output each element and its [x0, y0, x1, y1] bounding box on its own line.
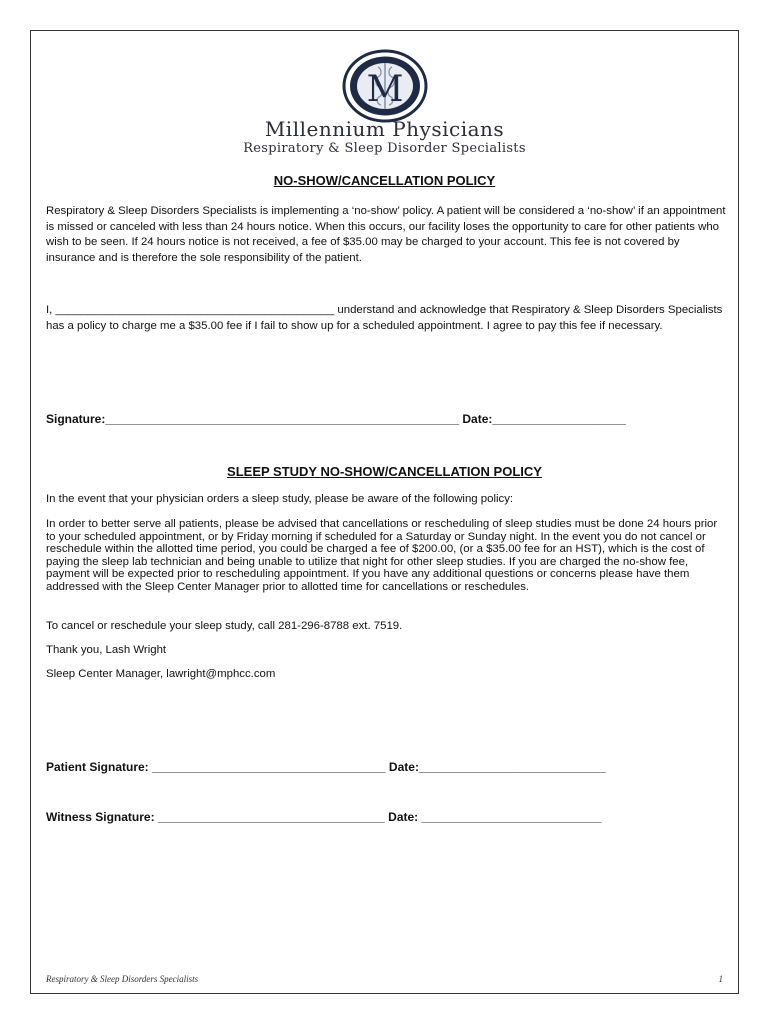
acknowledgement-paragraph: I, ____________________________________________ understand and acknowledge that Respiratory & Sleep Disorders Specialists has a policy to charge me a $35.00 fee if I fail to show up for a scheduled appointment. I agree to pay this fee if necessary. [46, 304, 723, 332]
signature-date-line[interactable]: Signature:_____________________________________________________ Date:____________________ [46, 412, 626, 426]
patient-signature-line[interactable]: Patient Signature: ___________________________________ Date:____________________________ [46, 760, 606, 774]
witness-signature-line[interactable]: Witness Signature: __________________________________ Date: ___________________________ [46, 810, 602, 824]
footer-organization: Respiratory & Sleep Disorders Specialists [46, 974, 199, 984]
logo-letter: M [366, 69, 404, 110]
policy-title: NO-SHOW/CANCELLATION POLICY [273, 173, 496, 188]
millennium-logo [342, 49, 428, 123]
policy-paragraph: Respiratory & Sleep Disorders Specialists is implementing a ‘no-show’ policy. A patient will be considered a ‘no-show’ if an appointment is missed or canceled with less than 24 hours notice. When this occurs, our facility loses the opportunity to care for other patients who wish to be seen. If 24 hours notice is not received, a fee of $35.00 may be charged to your account. This fee is not covered by insurance and is therefore the sole responsibility of the patient. [46, 205, 726, 264]
brand-subtitle: Respiratory & Sleep Disorder Specialists [243, 141, 526, 156]
brand-name: Millennium Physicians [264, 117, 505, 141]
document-page [30, 30, 739, 994]
thank-you-line: Thank you, Lash Wright [46, 644, 167, 656]
reschedule-contact: To cancel or reschedule your sleep study, call 281-296-8788 ext. 7519. [46, 620, 403, 632]
sleep-study-intro: In the event that your physician orders a sleep study, please be aware of the following policy: [46, 493, 514, 505]
sleep-study-policy-title: SLEEP STUDY NO-SHOW/CANCELLATION POLICY [227, 464, 542, 479]
page-number: 1 [718, 974, 723, 984]
manager-contact: Sleep Center Manager, lawright@mphcc.com [46, 668, 276, 680]
sleep-study-policy-text: In order to better serve all patients, please be advised that cancellations or rescheduling of sleep studies must be done 24 hours prior to your scheduled appointment, or by Friday morning if scheduled for a Saturday or Sunday night. In the event you do not cancel or reschedule within the allotted time period, you could be charged a fee of $200.00, (or a $35.00 fee for an HST), which is the cost of paying the sleep lab technician and being unable to utilize that night for other sleep studies. If you are charged the no-show fee, payment will be expected prior to rescheduling appointment. If you have any additional questions or concerns please have them addressed with the Sleep Center Manager prior to allotted time for cancellations or reschedules. [46, 518, 718, 593]
